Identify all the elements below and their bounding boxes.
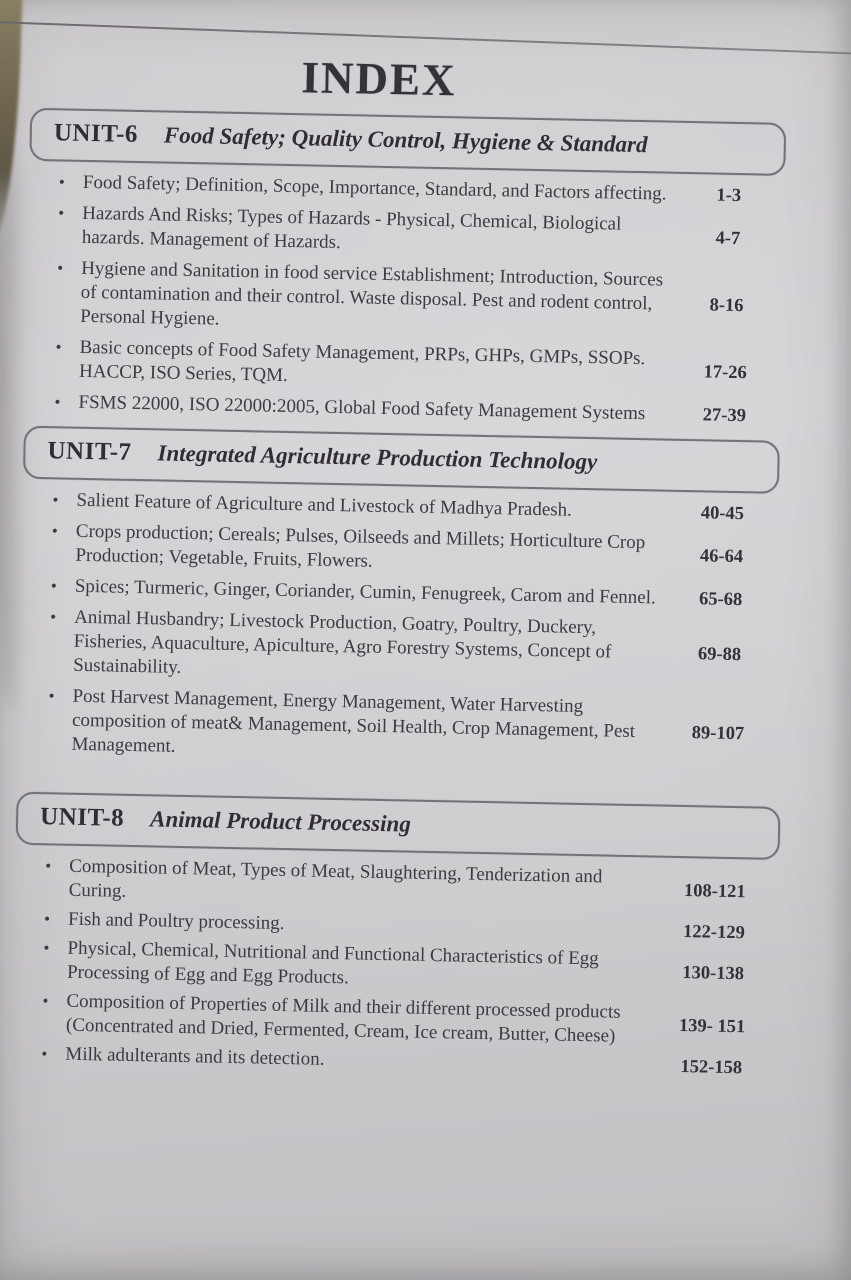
index-item — [43, 936, 760, 998]
bullet-icon: • — [52, 490, 59, 510]
bullet-icon: • — [49, 607, 57, 627]
bullet-icon: • — [41, 1044, 48, 1064]
unit-code: UNIT-6 — [53, 119, 139, 148]
item-text: Composition of Meat, Types of Meat, Slaughtering, Tenderization and Curing. — [68, 855, 603, 902]
item-page-range: 122-129 — [682, 922, 746, 944]
bullet-icon: • — [58, 172, 66, 192]
index-item — [42, 989, 759, 1051]
index-item — [47, 684, 764, 770]
page-title: INDEX — [301, 52, 458, 106]
bullet-icon: • — [44, 856, 52, 876]
item-text: Post Harvest Management, Energy Management, Water Harvesting composition of meat& Management, Soil Health, Crop Management, Pest Management. — [71, 685, 636, 757]
item-text: Physical, Chemical, Nutritional and Functional Characteristics of Egg Processing of Egg and Egg Products. — [66, 937, 599, 989]
bullet-icon: • — [55, 337, 62, 357]
item-page-range: 89-107 — [691, 723, 745, 745]
unit-item-list — [11, 854, 795, 1082]
bullet-icon: • — [56, 258, 64, 278]
index-item — [51, 519, 768, 581]
unit-section-unit-8 — [11, 792, 796, 1082]
bullet-icon: • — [48, 686, 55, 706]
unit-header-box — [16, 792, 781, 860]
item-page-range: 8-16 — [709, 295, 744, 317]
unit-header-box — [29, 108, 786, 176]
item-text: Hygiene and Sanitation in food service Establishment; Introduction, Sources of contamination and their control. Waste disposal. Pest and rodent control, Personal Hygiene. — [80, 257, 664, 330]
bullet-icon: • — [50, 576, 57, 596]
item-page-range: 27-39 — [702, 405, 747, 427]
item-page-range: 46-64 — [699, 546, 744, 568]
item-page-range: 139- 151 — [678, 1015, 746, 1038]
units-container — [11, 108, 810, 1081]
bullet-icon: • — [54, 392, 61, 412]
unit-header-box — [23, 426, 780, 494]
bullet-icon: • — [51, 521, 59, 541]
item-page-range: 4-7 — [715, 228, 741, 250]
item-page-range: 69-88 — [697, 644, 742, 666]
index-page-content — [11, 28, 812, 1086]
item-text: Basic concepts of Food Safety Management, PRPs, GHPs, GMPs, SSOPs. HACCP, ISO Series, TQM. — [78, 336, 646, 387]
unit-title: Food Safety; Quality Control, Hygiene & Standard — [163, 122, 648, 158]
item-page-range: 152-158 — [680, 1057, 743, 1079]
index-item — [56, 256, 773, 342]
unit-item-list — [17, 488, 802, 772]
unit-code: UNIT-8 — [39, 803, 125, 832]
item-text: Food Safety; Definition, Scope, Importance, Standard, and Factors affecting. — [82, 171, 667, 205]
unit-section-unit-7 — [17, 426, 803, 772]
item-page-range: 130-138 — [682, 963, 745, 985]
unit-code: UNIT-7 — [47, 437, 132, 466]
item-text: FSMS 22000, ISO 22000:2005, Global Food Safety Management Systems — [78, 391, 646, 425]
bullet-icon: • — [43, 909, 51, 929]
item-text: Spices; Turmeric, Ginger, Coriander, Cumin, Fenugreek, Carom and Fennel. — [74, 575, 656, 609]
item-text: Salient Feature of Agriculture and Livestock of Madhya Pradesh. — [76, 489, 573, 521]
index-item — [54, 390, 770, 428]
unit-title: Integrated Agriculture Production Technology — [157, 440, 598, 475]
unit-title: Animal Product Processing — [149, 806, 412, 837]
bullet-icon: • — [43, 938, 50, 958]
item-text: Hazards And Risks; Types of Hazards - Physical, Chemical, Biological hazards. Management of Hazards. — [81, 202, 622, 254]
item-text: Fish and Poultry processing. — [67, 908, 285, 935]
bullet-icon: • — [42, 991, 49, 1011]
item-text: Crops production; Cereals; Pulses, Oilseeds and Millets; Horticulture Crop Production; Vegetable, Fruits, Flowers. — [75, 520, 646, 572]
unit-section-unit-6 — [24, 108, 810, 430]
item-page-range: 1-3 — [716, 185, 742, 207]
item-text: Composition of Properties of Milk and their different processed products (Concentrated and Dried, Fermented, Cream, Ice cream, Butter, Cheese) — [65, 990, 621, 1047]
index-item — [58, 201, 775, 263]
item-page-range: 40-45 — [700, 503, 745, 525]
index-item — [44, 854, 761, 916]
item-page-range: 108-121 — [683, 881, 746, 903]
item-text: Milk adulterants and its detection. — [65, 1043, 325, 1070]
item-page-range: 17-26 — [703, 362, 747, 384]
index-item — [55, 335, 772, 397]
bullet-icon: • — [58, 203, 65, 223]
item-page-range: 65-68 — [698, 589, 743, 611]
index-item — [49, 605, 766, 691]
item-text: Animal Husbandry; Livestock Production, Goatry, Poultry, Duckery, Fisheries, Aquaculture, Apiculture, Agro Forestry Systems, Concept of Sustainability. — [73, 606, 612, 678]
unit-item-list — [24, 170, 809, 430]
